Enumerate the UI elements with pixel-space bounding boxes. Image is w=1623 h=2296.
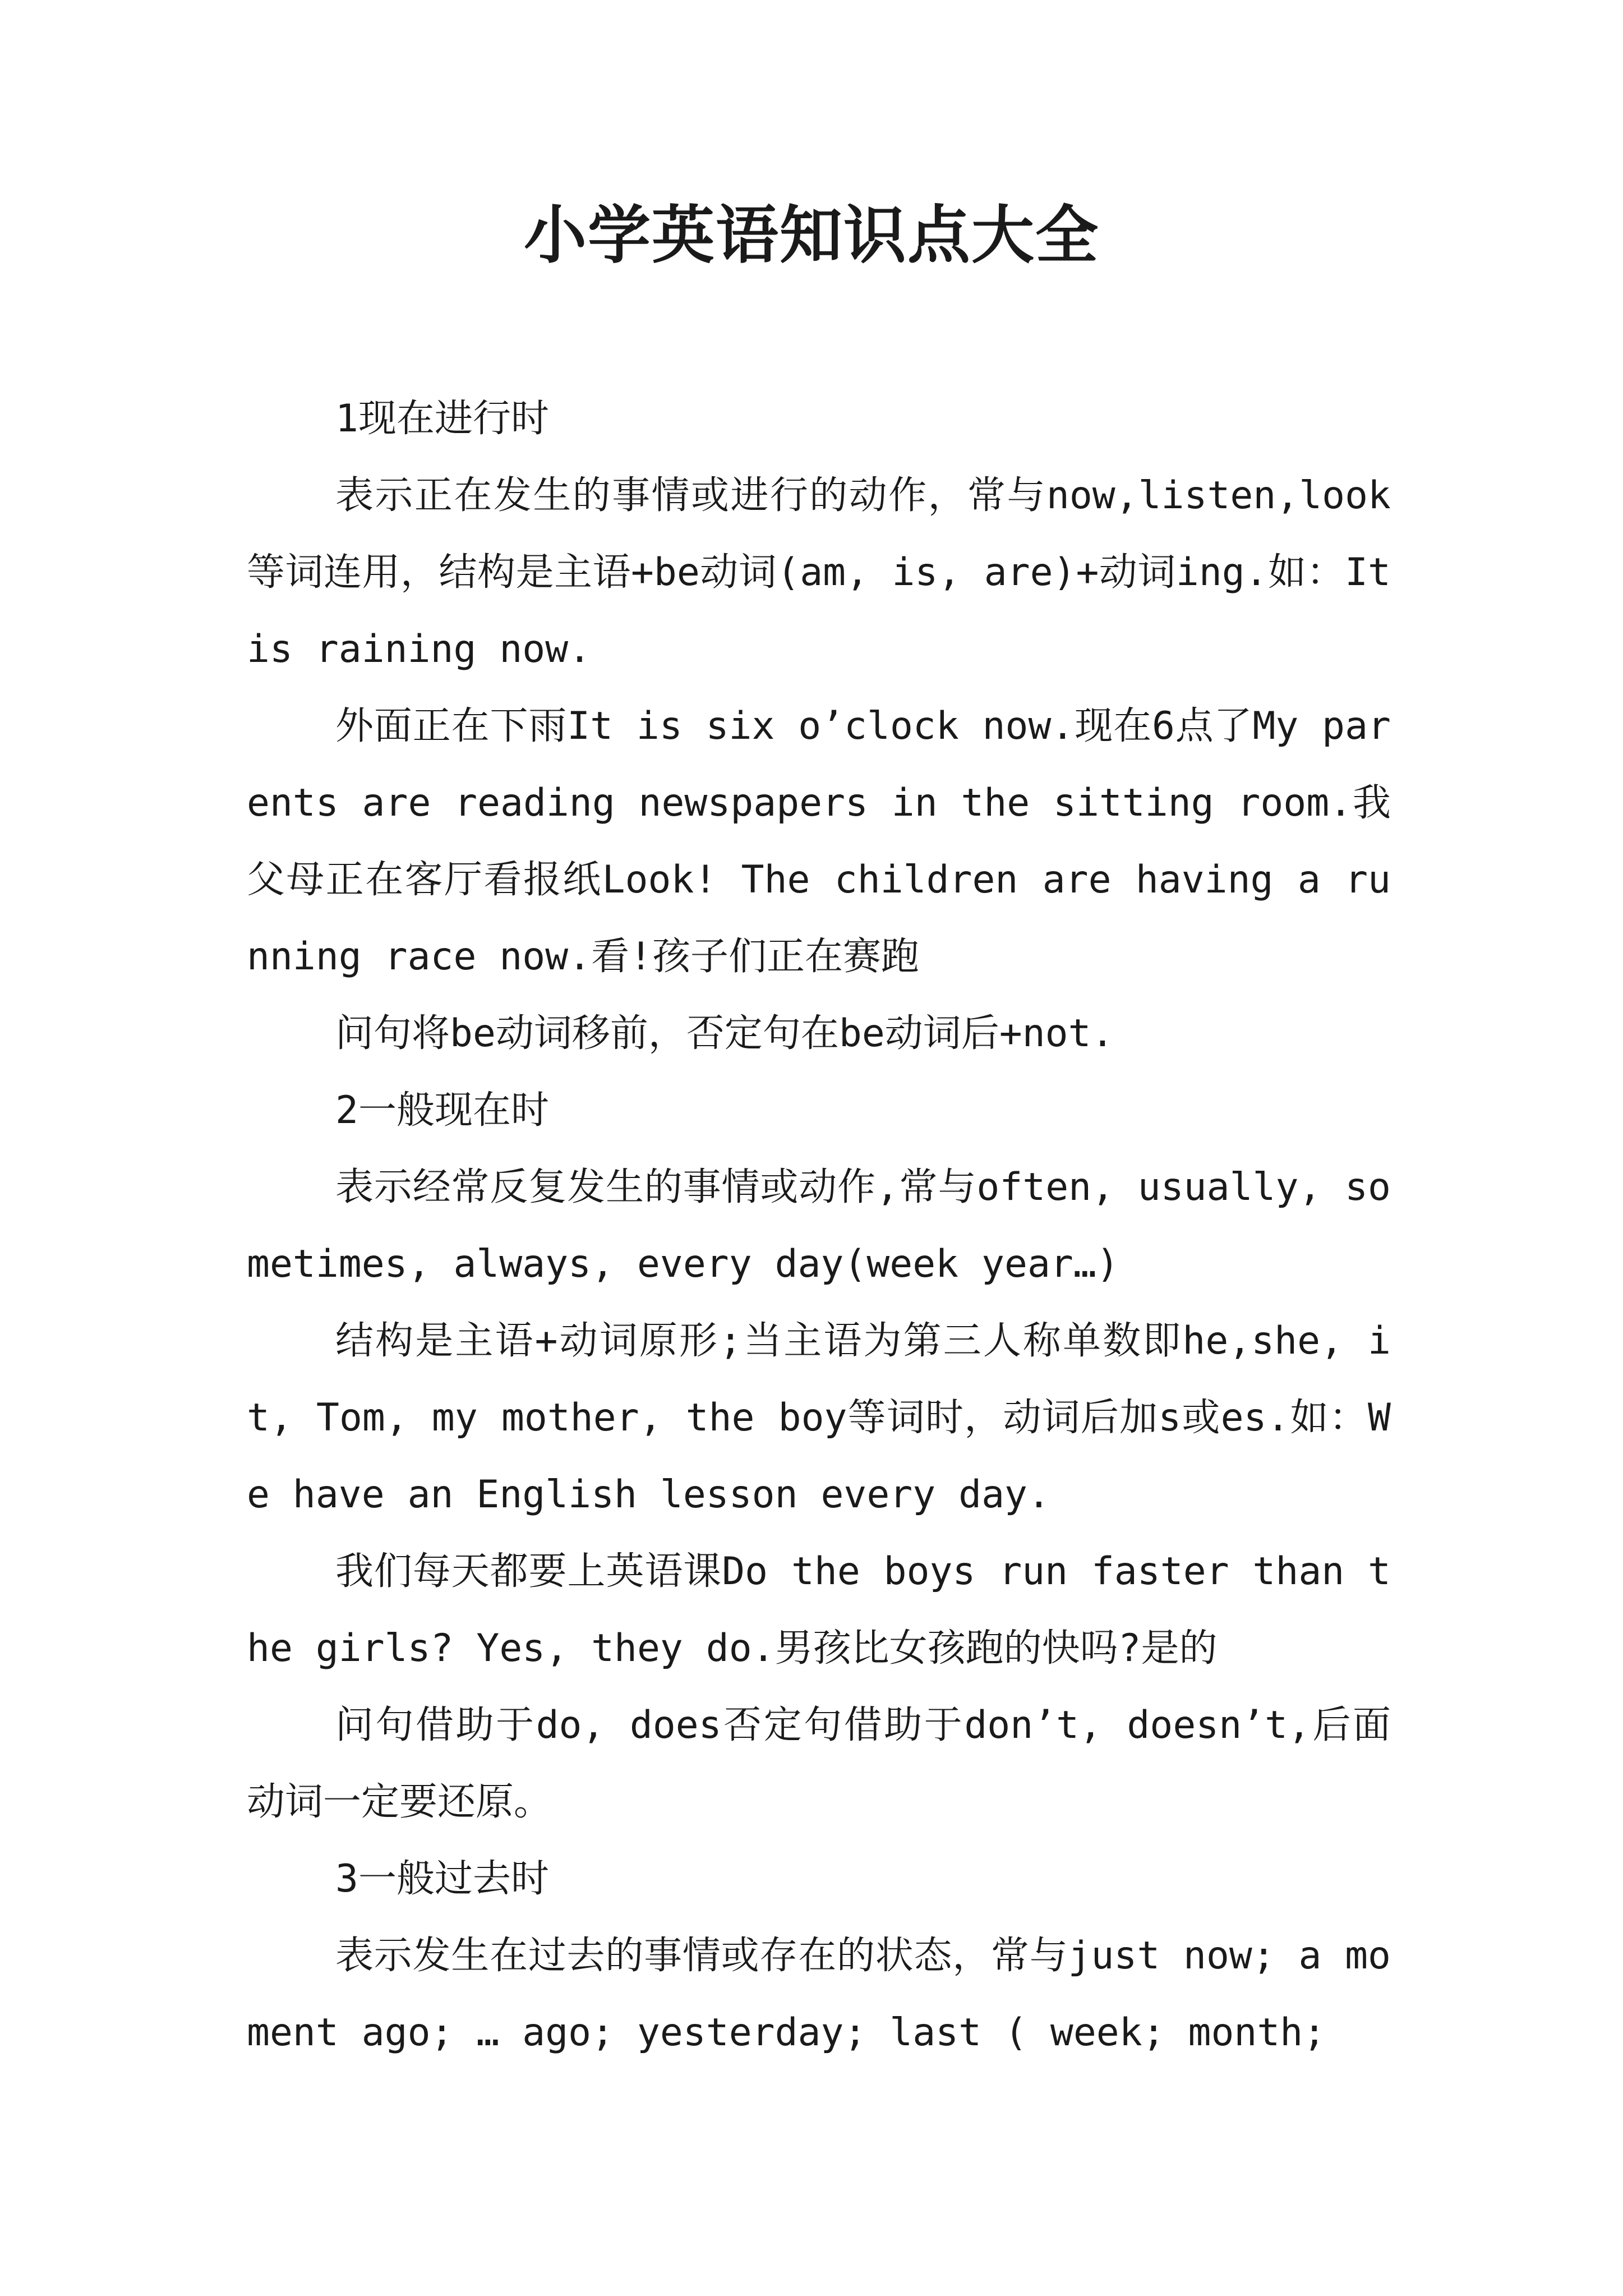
paragraph: 表示经常反复发生的事情或动作,常与often, usually, sometimes, always, every day(week year…) [247, 1165, 1391, 1286]
paragraph: 外面正在下雨It is six o’clock now.现在6点了My parents are reading newspapers in the sitting room.我父母正在客厅看报纸Look! The children are having a running race now.看!孩子们正在赛跑 [247, 704, 1391, 979]
section-heading-present-continuous: 1现在进行时 [335, 397, 549, 441]
section-heading-simple-present: 2一般现在时 [335, 1088, 549, 1133]
paragraph: 结构是主语+动词原形;当主语为第三人称单数即he,she, it, Tom, my mother, the boy等词时，动词后加s或es.如：We have an English lesson every day. [247, 1319, 1391, 1517]
document-body [247, 380, 1391, 2071]
section-heading-simple-past: 3一般过去时 [335, 1857, 549, 1901]
paragraph: 表示发生在过去的事情或存在的状态，常与just now; a moment ago; … ago; yesterday; last ( week; month; [247, 1934, 1391, 2055]
paragraph: 表示正在发生的事情或进行的动作，常与now,listen,look等词连用，结构是主语+be动词(am, is, are)+动词ing.如：It is raining now. [247, 473, 1391, 671]
document-title: 小学英语知识点大全 [524, 199, 1099, 272]
paragraph: 我们每天都要上英语课Do the boys run faster than the girls? Yes, they do.男孩比女孩跑的快吗?是的 [247, 1549, 1391, 1671]
paragraph: 问句借助于do, does否定句借助于don’t, doesn’t,后面动词一定要还原。 [247, 1703, 1391, 1824]
paragraph: 问句将be动词移前，否定句在be动词后+not. [335, 1011, 1114, 1056]
